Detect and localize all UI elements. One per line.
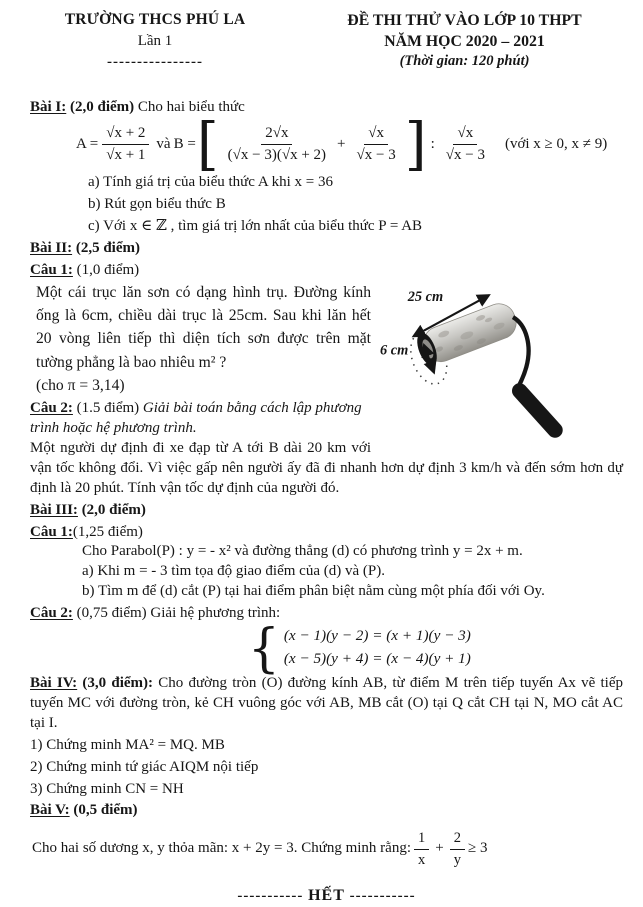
bai5-plus: + — [435, 840, 444, 857]
fraction-2y: $\frac{2}{y}$ — [450, 829, 465, 868]
section-bai-4 — [30, 674, 623, 800]
school-name: TRƯỜNG THCS PHÚ LA — [64, 11, 246, 28]
footer — [30, 885, 623, 907]
bai2-cau2-label: Câu 2: — [30, 399, 73, 416]
attempt-label: Lần 1 — [137, 32, 173, 49]
bai2-points: (2,5 điểm) — [75, 239, 140, 256]
equation-system: { (x − 1)(y − 2) = (x + 1)(y − 3) (x − 5)(y + 4) = (x − 4)(y + 1) — [248, 617, 471, 679]
bai3-cau2-points: (0,75 điểm) — [76, 605, 147, 622]
bai2-cau1-points: (1,0 điểm) — [76, 261, 140, 278]
bai1-item-c: c) Với x ∈ ℤ , tìm giá trị lớn nhất của biểu thức P = AB — [88, 217, 423, 234]
bai1-heading — [30, 98, 623, 118]
roller-diameter-label: 6 cm — [379, 342, 409, 359]
section-bai-5 — [30, 801, 623, 868]
bai2-cau2-method: Giải bài toán bằng cách lập phương trình hoặc hệ phương trình. — [30, 399, 362, 436]
bai3-cau2-intro: Giải hệ phương trình: — [150, 605, 281, 622]
formula-conjunction: và — [156, 135, 171, 152]
bai5-tail: ≥ 3 — [467, 840, 488, 857]
section-bai-3 — [30, 501, 623, 679]
system-eq2: (x − 5)(y + 4) = (x − 4)(y + 1) — [283, 650, 471, 668]
bai3-cau1-points: (1,25 điểm) — [72, 523, 143, 540]
bai3-heading — [30, 501, 623, 521]
bai4-points: (3,0 điểm): — [82, 674, 154, 691]
footer-dashes-right: ----------- — [349, 887, 416, 904]
header — [30, 10, 623, 72]
bai2-cau1-label: Câu 1: — [30, 261, 73, 278]
bai1-label: Bài I: — [30, 99, 67, 116]
section-bai-1 — [30, 98, 623, 236]
bai3-cau1-item-a: a) Khi m = - 3 tìm tọa độ giao điểm của (d) và (P). — [82, 563, 385, 580]
fraction-1x: $\frac{1}{x}$ — [414, 829, 429, 868]
fraction-b3: $\frac{√x}{√x - 3}$ — [445, 125, 485, 164]
bai2-label: Bài II: — [30, 239, 73, 256]
bai5-statement — [32, 829, 623, 868]
bai4-label: Bài IV: — [30, 674, 78, 691]
system-equations — [284, 625, 471, 671]
section-bai-2 — [30, 239, 623, 499]
bai4-item-2: 2) Chứng minh tứ giác AIQM nội tiếp — [30, 758, 259, 775]
bai1-items — [88, 173, 623, 237]
bai2-cau2-paragraph: Một người dự định đi xe đạp từ A tới B dài 20 km với vận tốc không đổi. Vì việc gấp nên người ấy đã đi nhanh hơn dự định 3 km/h và đến sớm hơn dự định là 20 phút. Tính vận tốc dự định của người đó. — [30, 439, 623, 496]
school-year: NĂM HỌC 2020 – 2021 — [384, 33, 545, 50]
division-operator: : — [430, 135, 435, 152]
bai2-cau1-heading — [30, 261, 623, 281]
bai5-points: (0,5 điểm) — [73, 802, 138, 819]
system-eq1: (x − 1)(y − 2) = (x + 1)(y − 3) — [283, 627, 471, 645]
bai4-text: Cho đường tròn (O) đường kính AB, từ điểm M trên tiếp tuyến Ax vẽ tiếp tuyến MC với đường tròn, kẻ CH vuông góc với AB, MB cắt (O) tại Q cắt CH tại N, MO cắt AC tại I. — [30, 674, 623, 731]
bai3-cau2-label: Câu 2: — [30, 605, 73, 622]
bai3-label: Bài III: — [30, 501, 78, 518]
footer-dashes-left: ----------- — [237, 887, 304, 904]
formula-b-lhs: B = — [173, 135, 196, 152]
exam-title: ĐỀ THI THỬ VÀO LỚP 10 THPT — [347, 12, 582, 29]
paint-roller-illustration — [379, 281, 623, 449]
roller-handle-grip — [520, 390, 555, 429]
exam-duration: (Thời gian: 120 phút) — [399, 53, 530, 69]
bai4-paragraph — [30, 674, 623, 734]
bai3-cau1-heading — [30, 523, 623, 543]
bai3-cau1-intro: Cho Parabol(P) : y = - x² và đường thẳng (d) có phương trình y = 2x + m. — [82, 543, 523, 560]
bai2-heading — [30, 239, 623, 259]
bai2-cau2-points: (1.5 điểm) — [76, 399, 140, 416]
exam-title-block — [280, 10, 623, 72]
fraction-b1: $\frac{2√x}{(√x - 3)(√x + 2)}$ — [227, 125, 327, 164]
fraction-a: $\frac{√x + 2}{√x + 1}$ — [102, 124, 149, 165]
school-block — [30, 10, 280, 72]
bai2-cau1-paragraph: Một cái trục lăn sơn có dạng hình trụ. Đường kính ống là 6cm, chiều dài trục là 25cm. Sau khi lăn hết 20 vòng liên tiếp thì diện tích sơn được trên mặt tường phẳng là bao nhiêu m² ? — [36, 283, 371, 371]
bai3-points: (2,0 điểm) — [81, 501, 146, 518]
plus-operator: + — [337, 135, 346, 152]
bai1-points: (2,0 điểm) — [70, 99, 135, 116]
bai4-item-1: 1) Chứng minh MA² = MQ. MB — [30, 736, 225, 753]
formula-condition: (với x ≥ 0, x ≠ 9) — [504, 135, 608, 152]
bai1-formula: A = $\frac{√x + 2}{√x + 1}$ và B = [ $\frac{2√x}{(√x - 3)(√x + 2)}$ + $\frac{√x}{√x - 3}$ ] : $\frac{√x}{√x - 3}$ (với x ≥ 0, x ≠ 9) — [76, 111, 608, 178]
bai3-cau1-item-b: b) Tìm m để (d) cắt (P) tại hai điểm phân biệt nằm cùng một phía đối với Oy. — [82, 583, 545, 600]
paint-roller-figure — [379, 281, 623, 449]
formula-a-lhs: A = — [76, 135, 99, 152]
bai5-label: Bài V: — [30, 802, 70, 819]
bai5-pre: Cho hai số dương x, y thỏa mãn: x + 2y = 3. Chứng minh rằng: — [32, 840, 412, 857]
bai1-intro: Cho hai biểu thức — [137, 99, 245, 116]
bai3-cau2-heading — [30, 604, 623, 624]
bai1-item-b: b) Rút gọn biểu thức B — [88, 195, 226, 212]
bai3-cau1-label: Câu 1: — [30, 523, 73, 540]
bai1-item-a: a) Tính giá trị của biểu thức A khi x = 36 — [88, 173, 334, 190]
fraction-b2: $\frac{√x}{√x - 3}$ — [356, 125, 396, 164]
bai2-cau1-note: (cho π = 3,14) — [36, 377, 125, 395]
roller-length-label: 25 cm — [407, 288, 444, 305]
footer-end-label: HẾT — [308, 886, 345, 904]
bai4-item-3: 3) Chứng minh CN = NH — [30, 780, 184, 797]
header-divider: ---------------- — [107, 53, 203, 70]
bai5-heading — [30, 801, 623, 821]
